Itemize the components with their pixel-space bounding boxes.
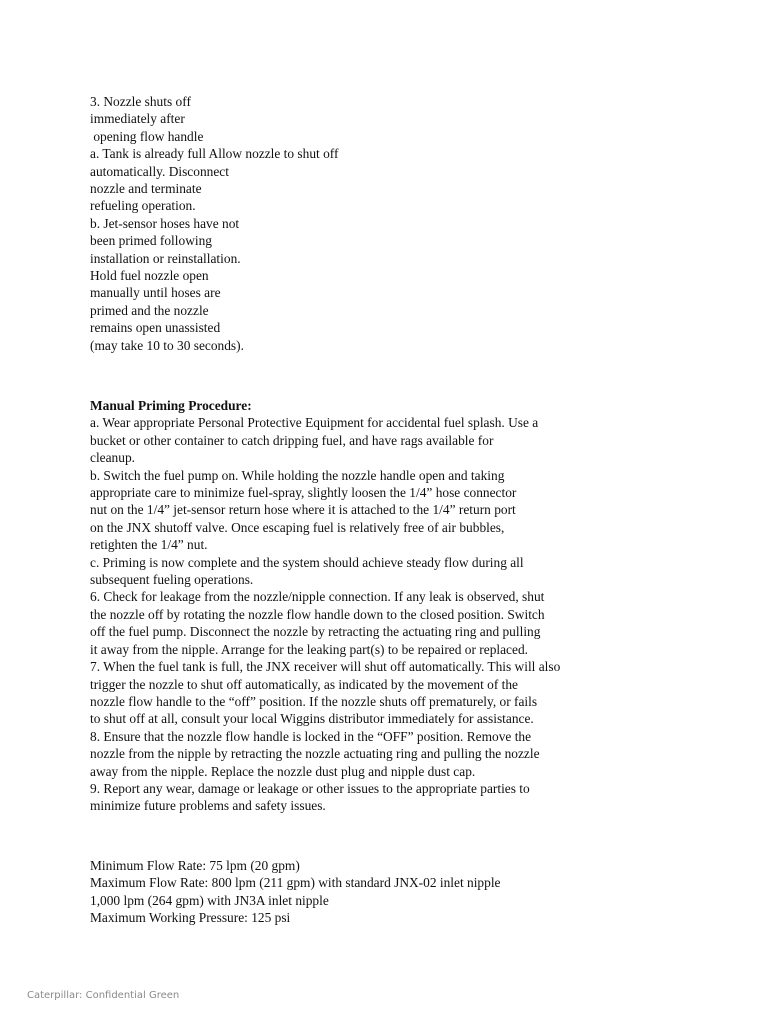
specifications-section xyxy=(90,857,750,927)
priming-line: trigger the nozzle to shut off automatically, as indicated by the movement of the xyxy=(90,676,518,692)
troubleshooting-line: been primed following xyxy=(90,233,212,249)
manual-priming-section xyxy=(90,397,750,815)
priming-line: c. Priming is now complete and the system should achieve steady flow during all xyxy=(90,554,524,570)
troubleshooting-line: primed and the nozzle xyxy=(90,302,209,318)
troubleshooting-line: nozzle and terminate xyxy=(90,181,202,197)
priming-line: nut on the 1/4” jet-sensor return hose where it is attached to the 1/4” return port xyxy=(90,502,516,518)
priming-line: cleanup. xyxy=(90,450,135,466)
spec-line: Maximum Flow Rate: 800 lpm (211 gpm) with standard JNX-02 inlet nipple xyxy=(90,875,501,891)
troubleshooting-line: automatically. Disconnect xyxy=(90,163,229,179)
priming-line: it away from the nipple. Arrange for the leaking part(s) to be repaired or replaced. xyxy=(90,641,528,657)
troubleshooting-line: Hold fuel nozzle open xyxy=(90,268,209,284)
troubleshooting-line: installation or reinstallation. xyxy=(90,250,241,266)
priming-line: subsequent fueling operations. xyxy=(90,572,254,588)
priming-line: the nozzle off by rotating the nozzle flow handle down to the closed position. Switch xyxy=(90,606,545,622)
priming-line: on the JNX shutoff valve. Once escaping fuel is relatively free of air bubbles, xyxy=(90,519,505,535)
troubleshooting-line: manually until hoses are xyxy=(90,285,221,301)
priming-line: b. Switch the fuel pump on. While holding the nozzle handle open and taking xyxy=(90,467,505,483)
confidentiality-footer: Caterpillar: Confidential Green xyxy=(27,990,180,1001)
priming-line: 9. Report any wear, damage or leakage or other issues to the appropriate parties to xyxy=(90,780,530,796)
troubleshooting-line: remains open unassisted xyxy=(90,320,221,336)
priming-line: to shut off at all, consult your local Wiggins distributor immediately for assistance. xyxy=(90,711,534,727)
priming-line: appropriate care to minimize fuel-spray, slightly loosen the 1/4” hose connector xyxy=(90,485,517,501)
priming-line: nozzle flow handle to the “off” position. If the nozzle shuts off prematurely, or fails xyxy=(90,693,538,709)
priming-line: a. Wear appropriate Personal Protective Equipment for accidental fuel splash. Use a xyxy=(90,415,539,431)
troubleshooting-line: immediately after xyxy=(90,111,185,127)
priming-line: away from the nipple. Replace the nozzle dust plug and nipple dust cap. xyxy=(90,763,476,779)
priming-line: bucket or other container to catch dripping fuel, and have rags available for xyxy=(90,432,494,448)
troubleshooting-line: b. Jet-sensor hoses have not xyxy=(90,215,240,231)
priming-line: minimize future problems and safety issues. xyxy=(90,798,326,814)
troubleshooting-line: (may take 10 to 30 seconds). xyxy=(90,337,244,353)
priming-line: off the fuel pump. Disconnect the nozzle by retracting the actuating ring and pulling xyxy=(90,624,541,640)
troubleshooting-line: a. Tank is already full Allow nozzle to shut off xyxy=(90,146,339,162)
spec-line: 1,000 lpm (264 gpm) with JN3A inlet nipple xyxy=(90,892,329,908)
priming-line: 7. When the fuel tank is full, the JNX receiver will shut off automatically. This will also xyxy=(90,659,561,675)
priming-line: retighten the 1/4” nut. xyxy=(90,537,208,553)
manual-priming-heading: Manual Priming Procedure: xyxy=(90,398,252,413)
troubleshooting-section xyxy=(90,93,750,354)
priming-line: nozzle from the nipple by retracting the nozzle actuating ring and pulling the nozzle xyxy=(90,746,540,762)
spec-line: Maximum Working Pressure: 125 psi xyxy=(90,910,291,926)
troubleshooting-line: 3. Nozzle shuts off xyxy=(90,94,191,109)
spec-line: Minimum Flow Rate: 75 lpm (20 gpm) xyxy=(90,858,300,873)
priming-line: 6. Check for leakage from the nozzle/nipple connection. If any leak is observed, shut xyxy=(90,589,545,605)
troubleshooting-line: refueling operation. xyxy=(90,198,196,214)
priming-line: 8. Ensure that the nozzle flow handle is locked in the “OFF” position. Remove the xyxy=(90,728,532,744)
troubleshooting-line: opening flow handle xyxy=(90,128,204,144)
